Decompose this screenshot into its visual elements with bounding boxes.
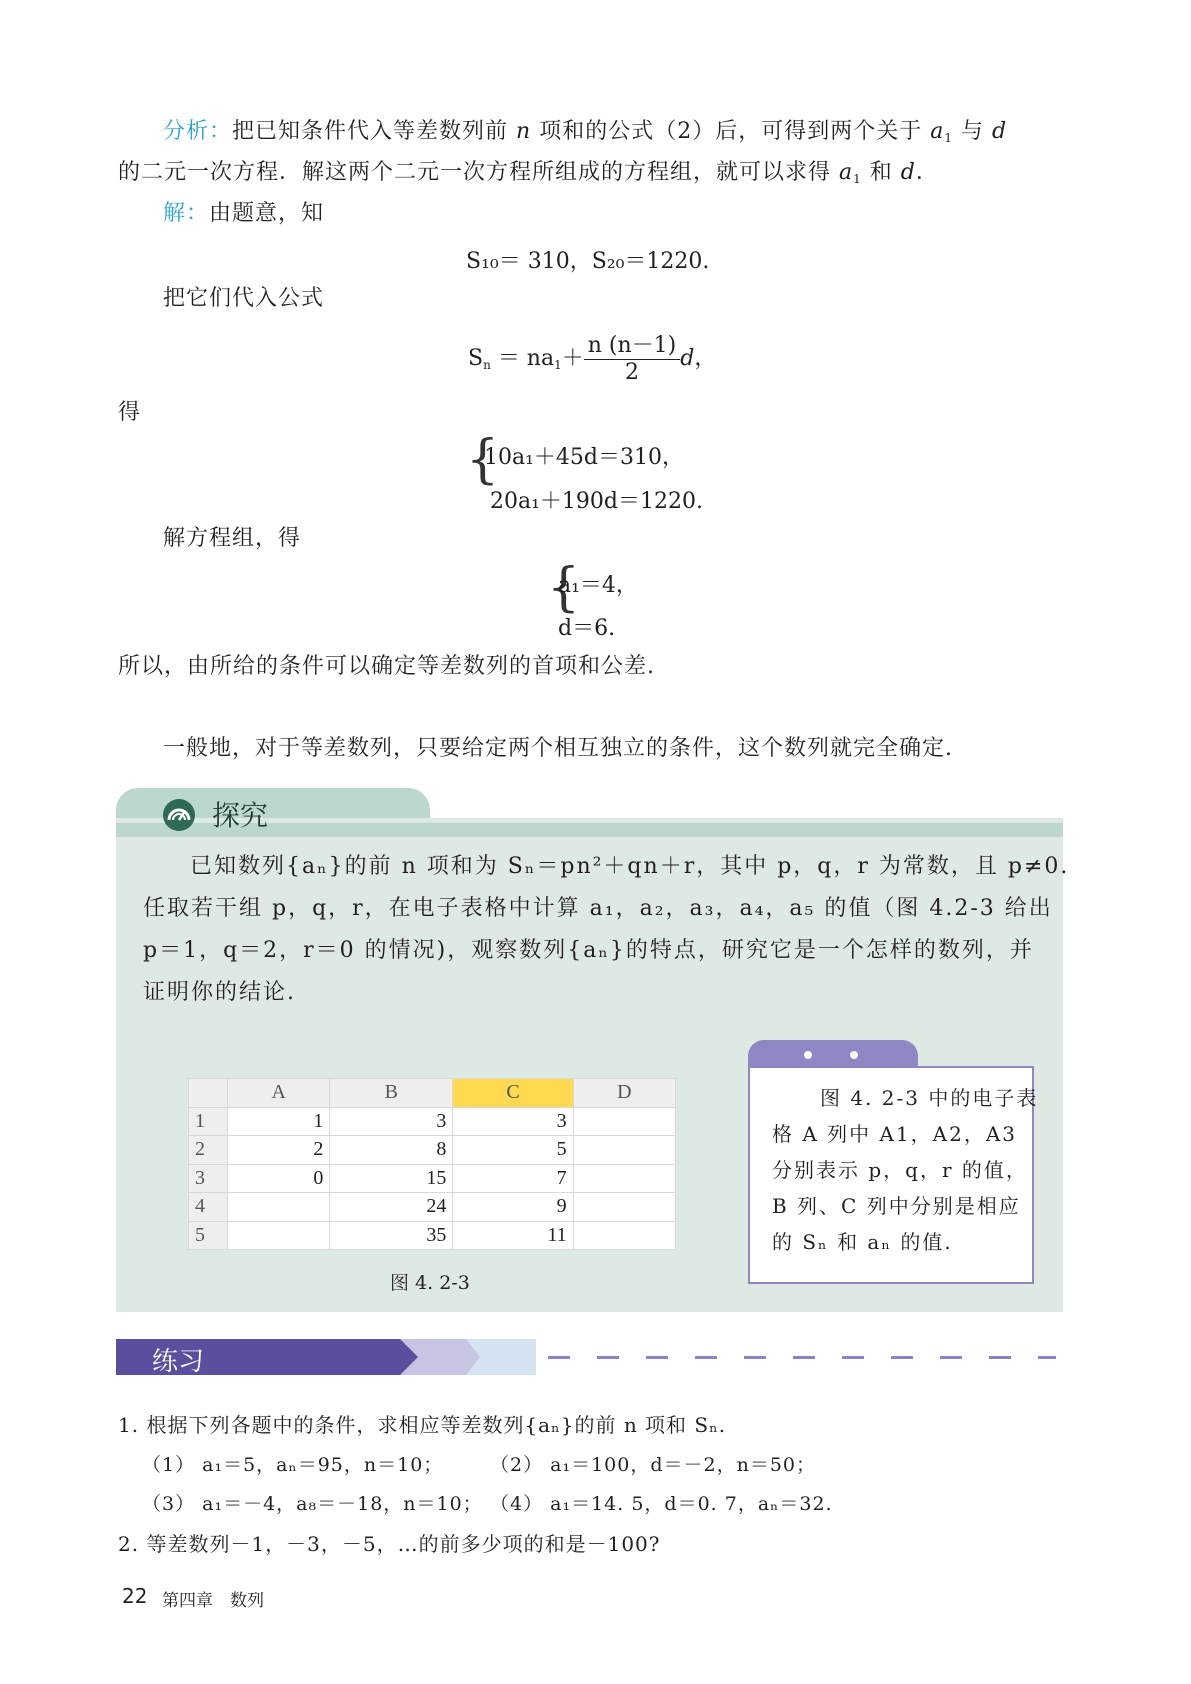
exercise-2: 2. 等差数列－1，－3，－5，…的前多少项的和是－100?: [118, 1532, 661, 1556]
row-header: 1: [189, 1107, 228, 1136]
general-statement: 一般地，对于等差数列，只要给定两个相互独立的条件，这个数列就完全确定.: [163, 736, 953, 761]
sheet-col-a: A: [228, 1079, 330, 1108]
explore-icon: [162, 798, 196, 832]
cell-c: 3: [453, 1107, 573, 1136]
table-row: [189, 1107, 676, 1136]
formula-lhs: ＝ na: [497, 346, 555, 371]
substitute-text: 把它们代入公式: [163, 286, 325, 311]
var-d: d: [991, 119, 1008, 144]
sheet-col-d: D: [573, 1079, 675, 1108]
table-row: [189, 1193, 676, 1222]
analysis-line-2: [118, 158, 939, 194]
explore-header: [116, 788, 430, 838]
table-row: [189, 1221, 676, 1250]
note-line-4: B 列、C 列中分别是相应: [772, 1194, 1021, 1218]
var-d-2: d: [900, 160, 916, 185]
cell-c: 5: [453, 1136, 573, 1165]
cell-a: 0: [228, 1164, 330, 1193]
cell-b: 15: [330, 1164, 453, 1193]
exercise-1: 1. 根据下列各题中的条件，求相应等差数列{aₙ}的前 n 项和 Sₙ.: [118, 1413, 727, 1437]
exercise-1-4: （4） a₁＝14. 5，d＝0. 7，aₙ＝32.: [490, 1493, 833, 1515]
cell-d: [573, 1193, 675, 1222]
system-brace-2: {: [547, 558, 581, 618]
explore-line-3: p＝1，q＝2，r＝0 的情况)，观察数列{aₙ}的特点，研究它是一个怎样的数列，并: [143, 938, 1034, 963]
formula-denominator: 2: [625, 360, 639, 385]
explore-title: 探究: [212, 799, 269, 832]
cell-b: 3: [330, 1107, 453, 1136]
equation-s10-s20: S₁₀＝ 310，S₂₀＝1220.: [466, 249, 710, 274]
cell-d: [573, 1221, 675, 1250]
exercise-1-3: （3） a₁＝－4，a₈＝－18，n＝10；: [142, 1493, 483, 1515]
note-line-2: 格 A 列中 A1，A2，A3: [772, 1122, 1018, 1146]
explore-line-1: 已知数列{aₙ}的前 n 项和为 Sₙ＝pn²＋qn＋r，其中 p，q，r 为常数，且 p≠0.: [190, 854, 1070, 879]
solution-line: [163, 199, 324, 229]
cell-d: [573, 1136, 675, 1165]
row-header: 2: [189, 1136, 228, 1165]
note-dot-right: [850, 1051, 858, 1059]
exercise-1-1: （1） a₁＝5，aₙ＝95，n＝10；: [142, 1454, 444, 1476]
chapter-title: 第四章 数列: [162, 1591, 264, 1611]
analysis-end: ．: [915, 160, 939, 185]
table-row: [189, 1136, 676, 1165]
cell-b: 24: [330, 1193, 453, 1222]
explore-line-2: 任取若干组 p，q，r，在电子表格中计算 a₁，a₂，a₃，a₄，a₅ 的值（图 4.2-3 给出: [143, 896, 1053, 921]
cell-a: 1: [228, 1107, 330, 1136]
spreadsheet-figure: [188, 1078, 676, 1250]
sub-1-2: 1: [853, 172, 862, 186]
note-line-1: 图 4. 2-3 中的电子表: [820, 1086, 1039, 1110]
note-dot-left: [804, 1051, 812, 1059]
system2-line2: d＝6.: [558, 616, 616, 641]
system1-line1: 10a₁＋45d＝310，: [484, 445, 684, 470]
row-header: 4: [189, 1193, 228, 1222]
sheet-col-c: C: [453, 1079, 573, 1108]
cell-c: 9: [453, 1193, 573, 1222]
var-n: n: [516, 119, 532, 144]
note-line-5: 的 Sₙ 和 aₙ 的值.: [772, 1230, 953, 1254]
note-card: [748, 1066, 1039, 1284]
figure-caption: 图 4. 2-3: [390, 1272, 470, 1294]
note-line-3: 分别表示 p，q，r 的值，: [772, 1158, 1028, 1182]
solution-label: 解：: [163, 201, 210, 226]
cell-c: 11: [453, 1221, 573, 1250]
analysis-line-1: [163, 117, 1007, 153]
analysis-text-2: 项和的公式（2）后，可得到两个关于: [539, 119, 923, 144]
obtain-text: 得: [118, 400, 142, 425]
row-header: 5: [189, 1221, 228, 1250]
table-row: [189, 1164, 676, 1193]
cell-a: [228, 1193, 330, 1222]
row-header: 3: [189, 1164, 228, 1193]
sum-formula: $S_n = na_1+$ $\frac{n (n-1)}{2}$ d，: [468, 328, 716, 385]
exercise-1-2: （2） a₁＝100，d＝－2，n＝50；: [490, 1454, 817, 1476]
analysis-label: 分析：: [163, 119, 233, 144]
sheet-corner: [189, 1079, 228, 1108]
system2-line1: a₁＝4，: [558, 573, 638, 598]
analysis-and: 和: [869, 160, 893, 185]
practice-header: [116, 1339, 536, 1375]
practice-title: 练习: [152, 1347, 205, 1377]
cell-b: 35: [330, 1221, 453, 1250]
system1-line2: 20a₁＋190d＝1220.: [490, 489, 703, 514]
var-a: a: [930, 119, 945, 144]
solve-text: 解方程组，得: [163, 526, 302, 551]
conclusion-text: 所以，由所给的条件可以确定等差数列的首项和公差.: [118, 654, 655, 679]
explore-line-4: 证明你的结论.: [143, 980, 296, 1005]
sheet-col-b: B: [330, 1079, 453, 1108]
analysis-yu: 与: [960, 119, 984, 144]
formula-fraction: [584, 328, 681, 385]
cell-a: 2: [228, 1136, 330, 1165]
formula-numerator: n (n－1): [584, 328, 681, 360]
analysis-text: 把已知条件代入等差数列前: [232, 119, 509, 144]
cell-a: [228, 1221, 330, 1250]
sub-1: 1: [944, 131, 953, 145]
cell-d: [573, 1164, 675, 1193]
var-a-2: a: [839, 160, 854, 185]
cell-b: 8: [330, 1136, 453, 1165]
solution-text: 由题意，知: [209, 201, 325, 226]
sheet-header-row: [189, 1079, 676, 1108]
practice-dashed-line: [548, 1356, 1063, 1359]
system-brace-1: {: [466, 430, 500, 490]
page-number: 22: [122, 1584, 148, 1608]
cell-c: 7: [453, 1164, 573, 1193]
analysis-line2-text: 的二元一次方程．解这两个二元一次方程所组成的方程组，就可以求得: [118, 160, 832, 185]
cell-d: [573, 1107, 675, 1136]
